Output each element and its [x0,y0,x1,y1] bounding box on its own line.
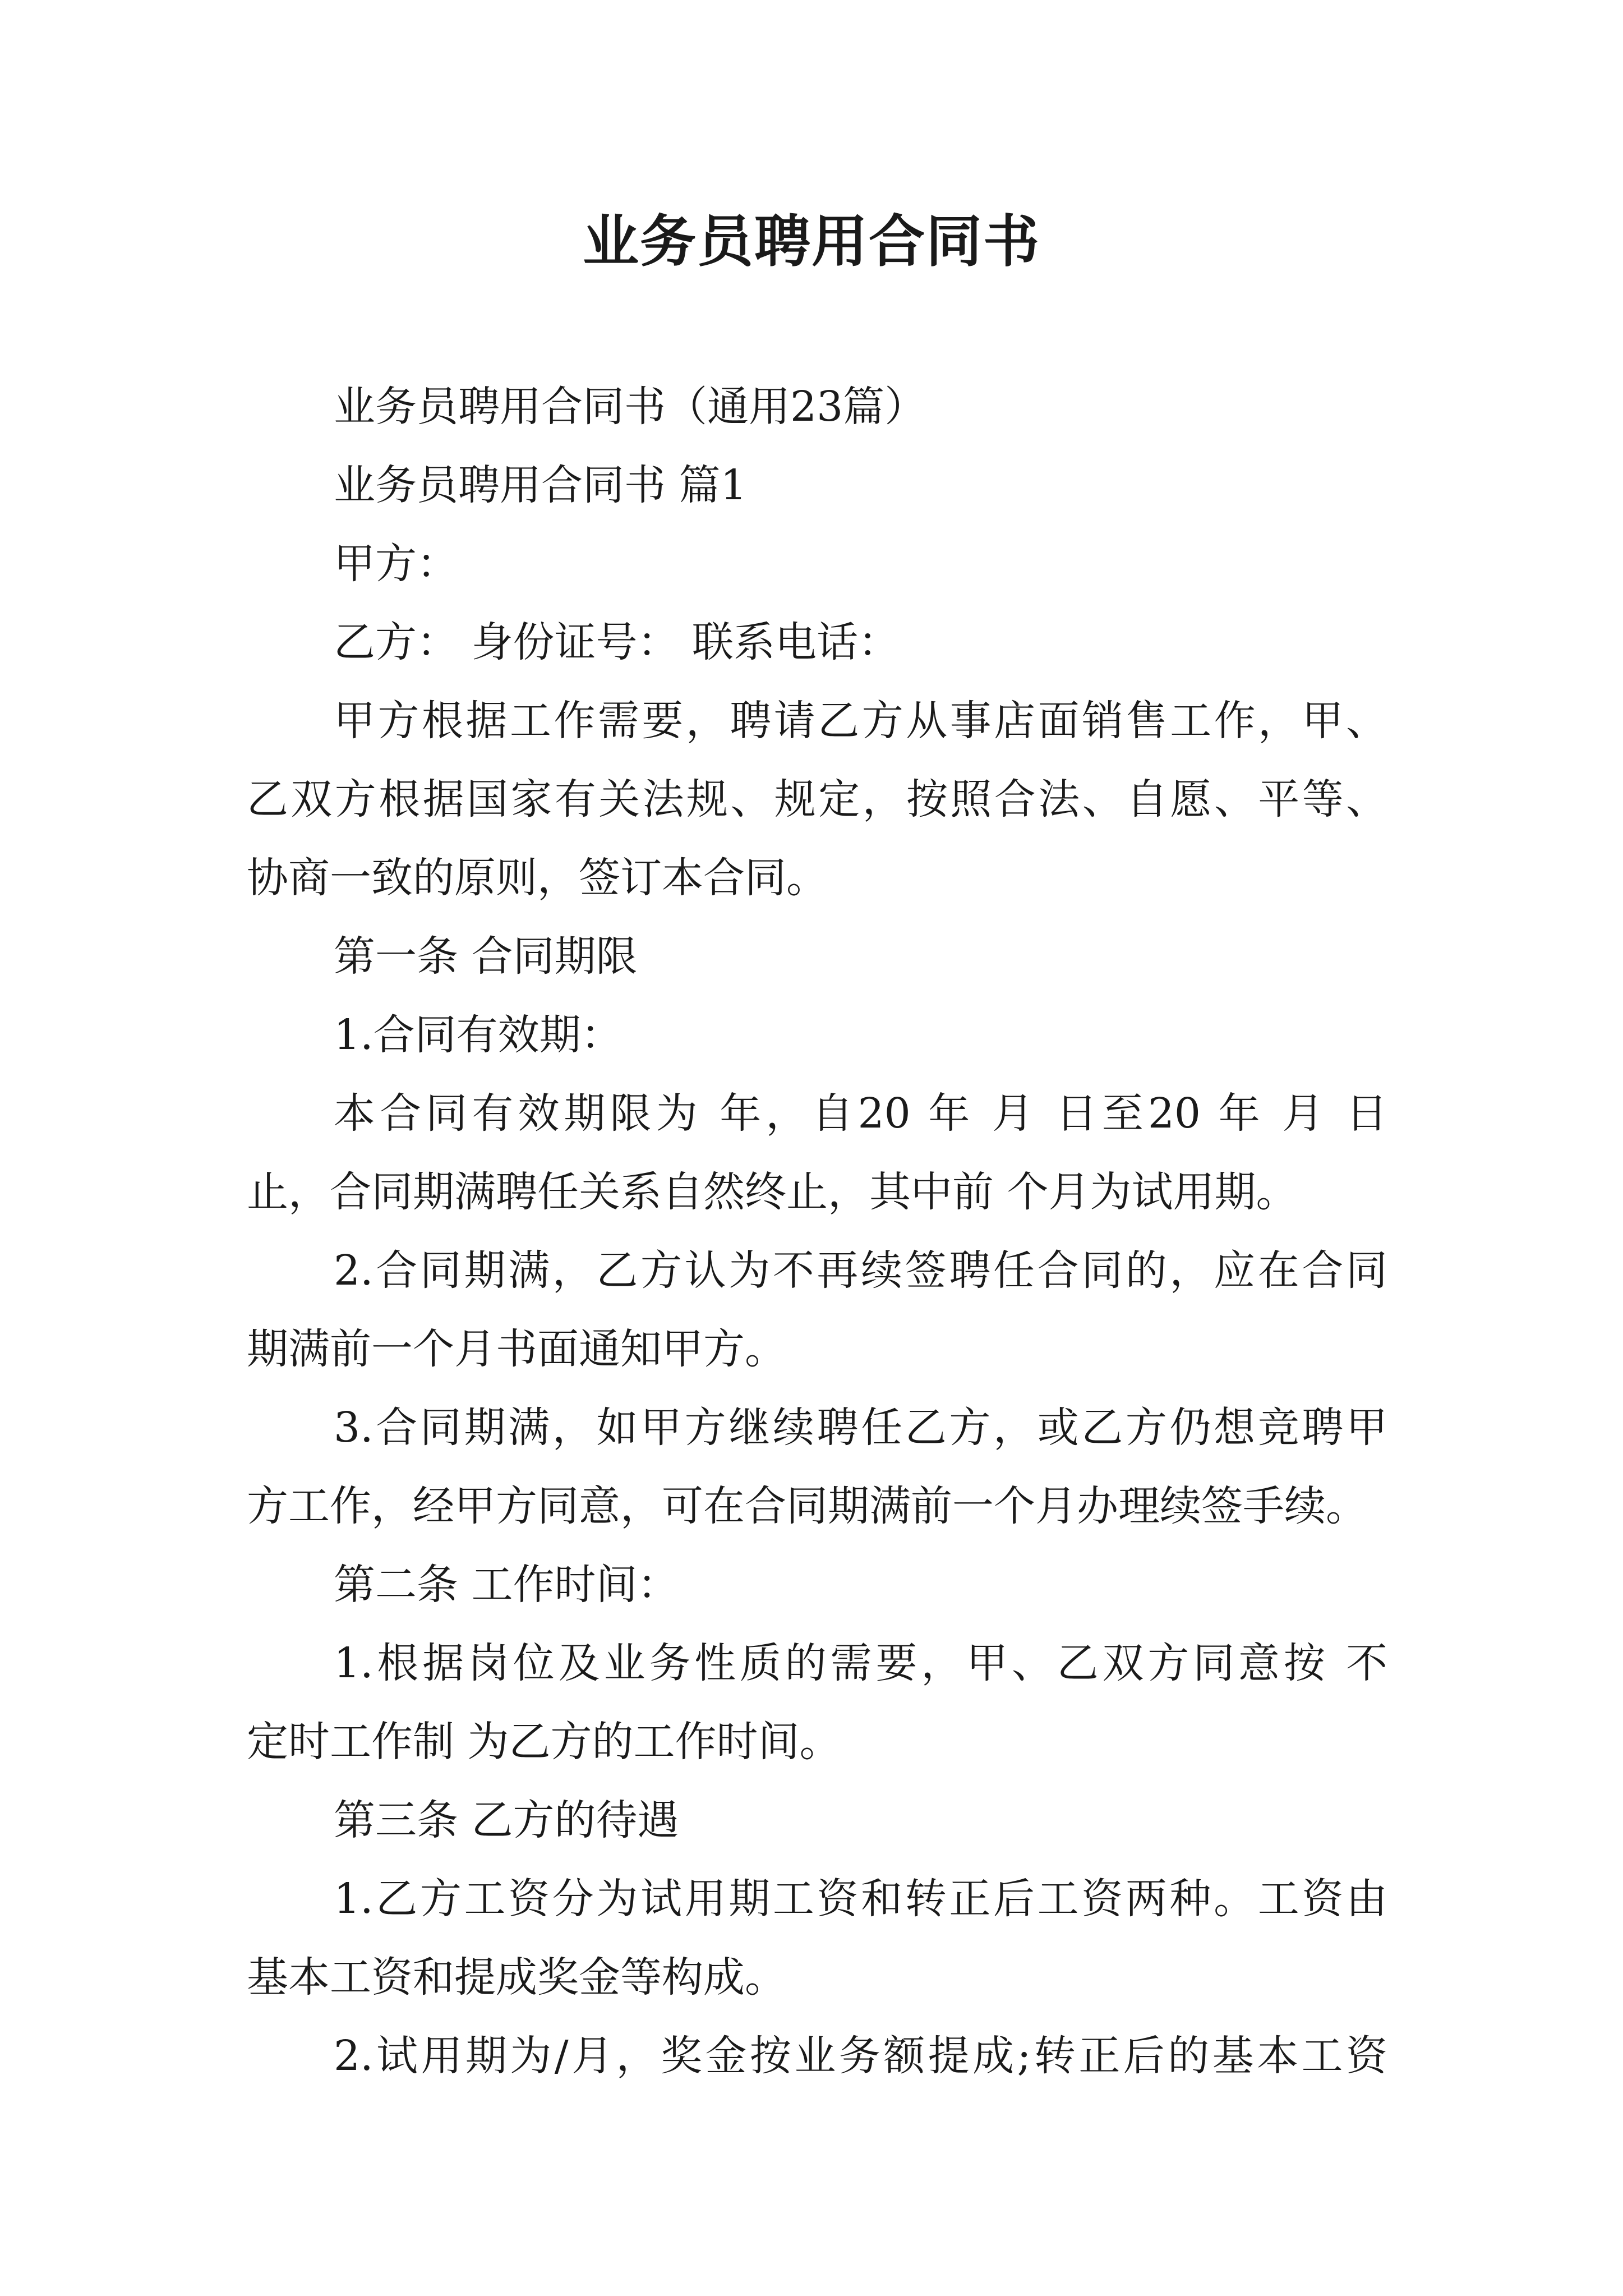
article-heading: 第一条 合同期限 [334,932,638,981]
clause-line: 1.合同有效期： [334,1011,623,1059]
clause-line: 1.根据岗位及业务性质的需要，甲、乙双方同意按 不 [334,1639,1387,1687]
clause-line: 2.试用期为/月，奖金按业务额提成;转正后的基本工资 [334,2032,1387,2080]
document-title: 业务员聘用合同书 [583,208,1040,274]
clause-line: 定时工作制 为乙方的工作时间。 [247,1718,841,1766]
clause-line: 止，合同期满聘任关系自然终止，其中前 个月为试用期。 [247,1168,1298,1216]
paragraph-line: 甲方根据工作需要，聘请乙方从事店面销售工作，甲、 [334,697,1387,745]
clause-line: 基本工资和提成奖金等构成。 [247,1953,786,2001]
clause-line: 2.合同期满，乙方认为不再续签聘任合同的，应在合同 [334,1246,1387,1295]
party-b-line: 乙方： 身份证号： 联系电话： [334,618,900,666]
article-heading: 第二条 工作时间： [334,1561,679,1609]
paragraph-line: 协商一致的原则，签订本合同。 [247,854,828,902]
clause-line: 3.合同期满，如甲方继续聘任乙方，或乙方仍想竞聘甲 [334,1404,1387,1452]
subtitle-line: 业务员聘用合同书（通用23篇） [334,383,926,431]
section-heading: 业务员聘用合同书 篇1 [334,461,747,509]
clause-line: 1.乙方工资分为试用期工资和转正后工资两种。工资由 [334,1875,1387,1923]
clause-line: 本合同有效期限为 年，自20 年 月 日至20 年 月 日 [334,1089,1387,1138]
clause-line: 期满前一个月书面通知甲方。 [247,1325,786,1373]
article-heading: 第三条 乙方的待遇 [334,1796,679,1844]
paragraph-line: 乙双方根据国家有关法规、规定，按照合法、自愿、平等、 [247,775,1387,823]
party-a-line: 甲方： [334,540,458,588]
clause-line: 方工作，经甲方同意，可在合同期满前一个月办理续签手续。 [247,1482,1367,1530]
